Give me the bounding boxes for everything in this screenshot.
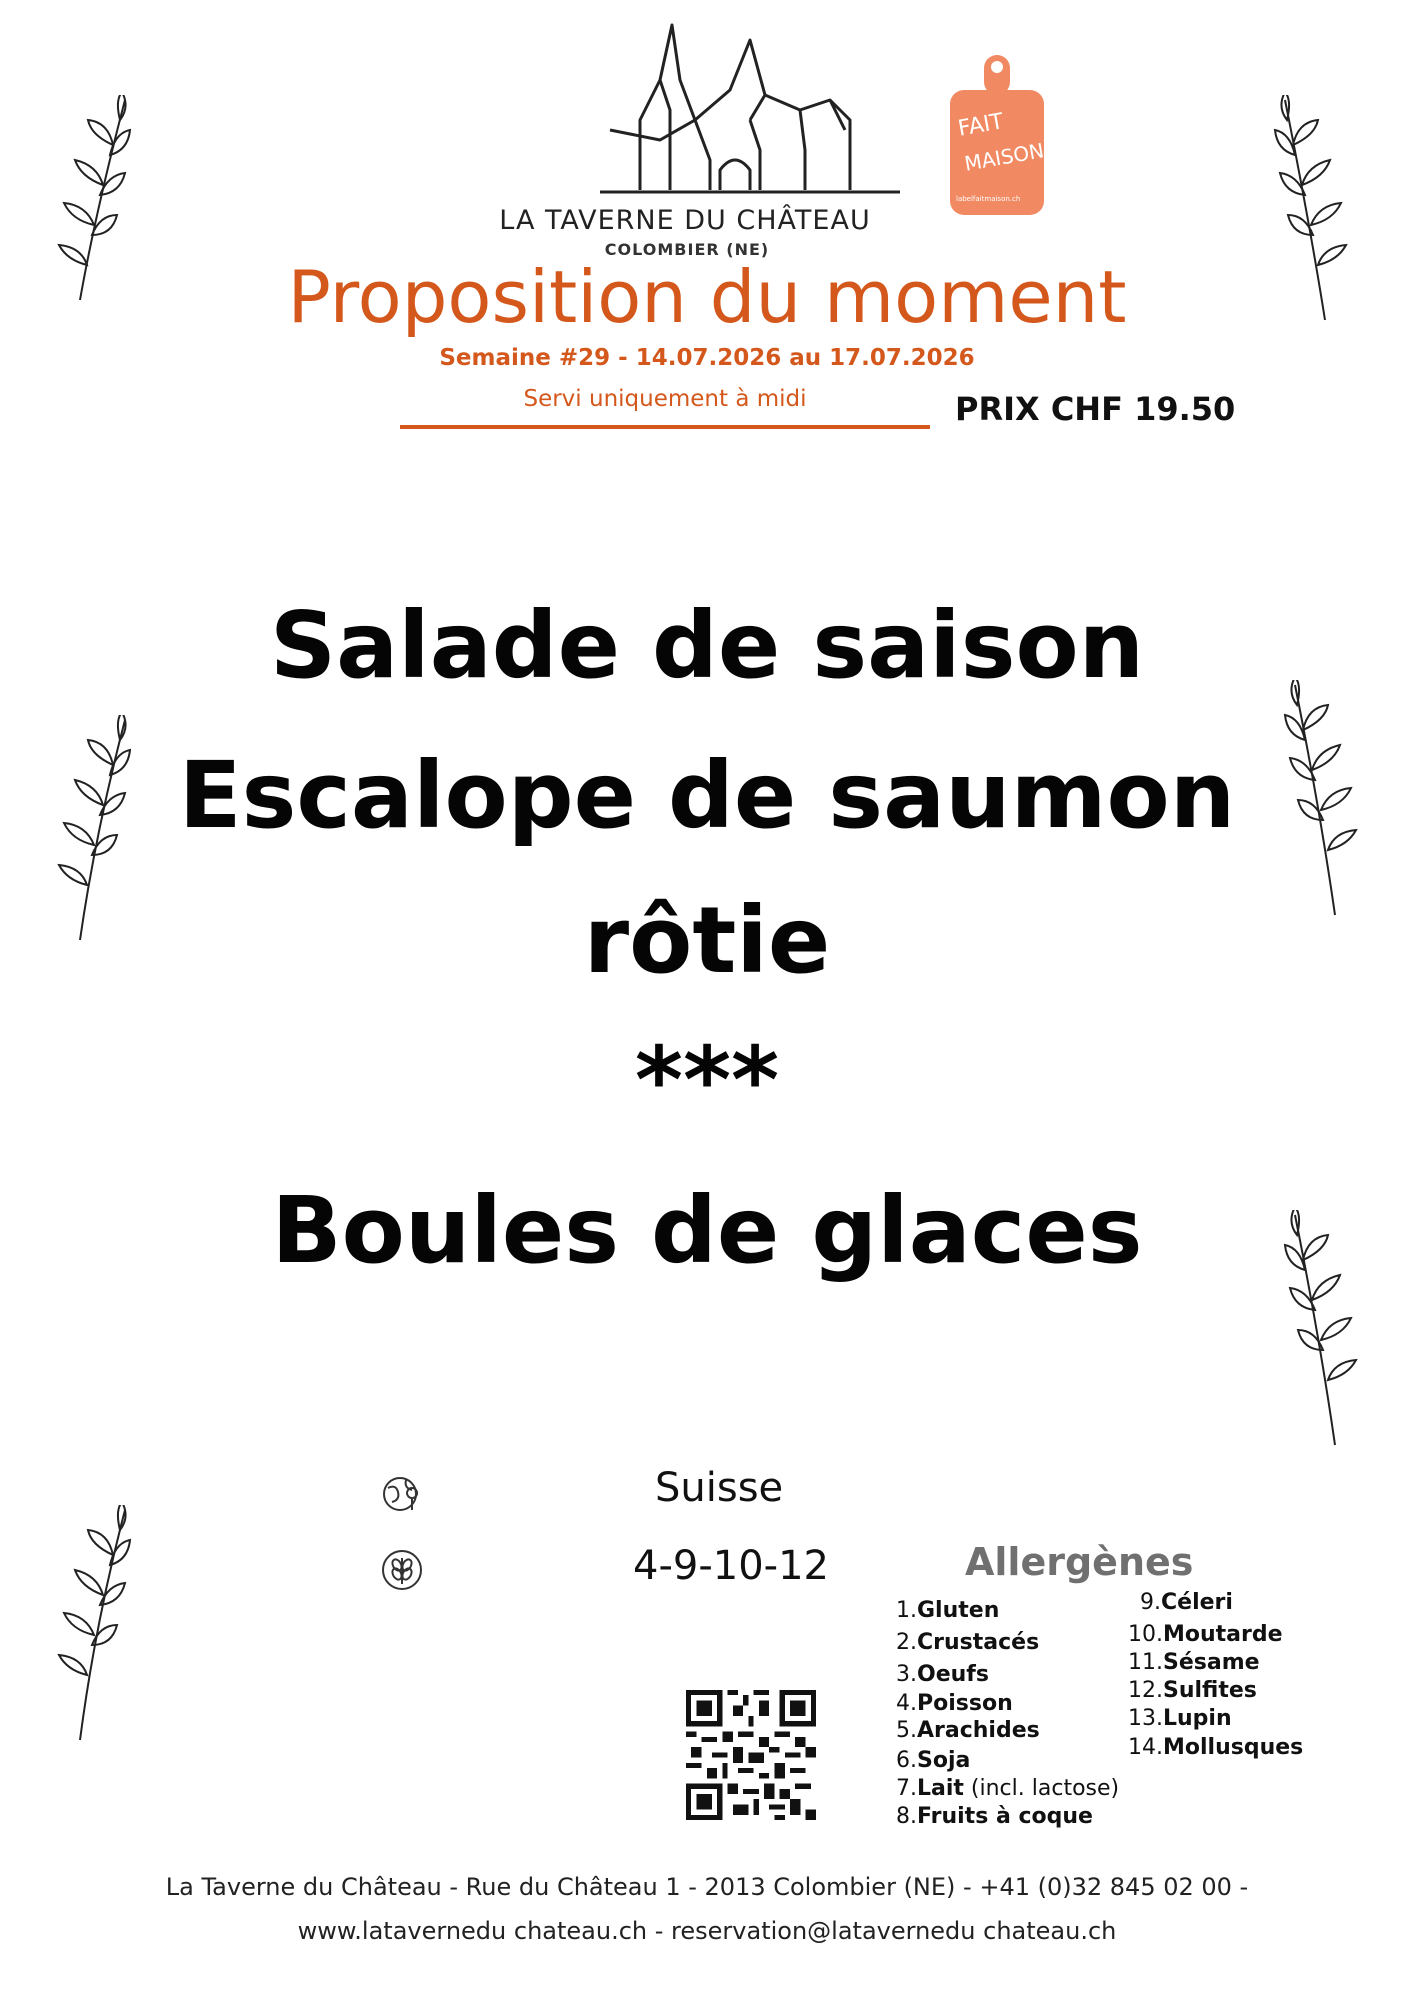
allergen-item: 14.Mollusques xyxy=(1128,1735,1304,1760)
allergen-item: 6.Soja xyxy=(896,1748,971,1773)
orange-divider xyxy=(400,425,930,429)
allergen-item: 5.Arachides xyxy=(896,1718,1040,1743)
badge-line1: FAIT xyxy=(956,109,1006,142)
served-label: Servi uniquement à midi xyxy=(523,386,807,412)
allergen-item: 4.Poisson xyxy=(896,1691,1013,1716)
dish-separator: *** xyxy=(634,1027,780,1134)
footer-address: La Taverne du Château - Rue du Château 1 - 2013 Colombier (NE) - +41 (0)32 845 02 00 - xyxy=(165,1873,1249,1901)
laurel-branch-icon xyxy=(50,95,140,305)
dish-line-3: rôtie xyxy=(583,887,831,994)
dish-line-2: Escalope de saumon xyxy=(178,742,1236,849)
laurel-branch-icon xyxy=(1275,680,1365,920)
qr-code[interactable] xyxy=(686,1690,816,1820)
laurel-branch-icon xyxy=(1265,95,1355,325)
allergen-codes: 4-9-10-12 xyxy=(633,1543,829,1589)
laurel-branch-icon xyxy=(1275,1210,1365,1450)
allergens-heading: Allergènes xyxy=(965,1540,1194,1584)
allergen-item: 12.Sulfites xyxy=(1128,1678,1257,1703)
allergen-item: 10.Moutarde xyxy=(1128,1622,1283,1647)
dish-line-5: Boules de glaces xyxy=(271,1177,1143,1284)
laurel-branch-icon xyxy=(50,715,140,945)
allergen-item: 11.Sésame xyxy=(1128,1650,1260,1675)
allergen-item: 1.Gluten xyxy=(896,1598,1000,1623)
price-label: PRIX CHF 19.50 xyxy=(955,390,1236,428)
restaurant-location: COLOMBIER (NE) xyxy=(604,240,770,259)
allergen-item: 9.Céleri xyxy=(1140,1590,1233,1615)
week-label: Semaine #29 - 14.07.2026 au 17.07.2026 xyxy=(439,345,975,371)
castle-logo-icon xyxy=(600,20,900,200)
restaurant-name: LA TAVERNE DU CHÂTEAU xyxy=(499,205,871,236)
allergen-item: 8.Fruits à coque xyxy=(896,1804,1093,1829)
badge-line2: MAISON xyxy=(962,138,1046,176)
globe-location-icon xyxy=(382,1474,422,1514)
allergen-item: 13.Lupin xyxy=(1128,1706,1232,1731)
allergen-item: 7.Lait (incl. lactose) xyxy=(896,1776,1120,1801)
allergen-item: 2.Crustacés xyxy=(896,1630,1040,1655)
origin-value: Suisse xyxy=(655,1465,784,1511)
laurel-branch-icon xyxy=(50,1505,140,1745)
footer-contact[interactable]: www.latavernedu chateau.ch - reservation@latavernedu chateau.ch xyxy=(297,1917,1117,1945)
allergen-item: 3.Oeufs xyxy=(896,1662,989,1687)
menu-title: Proposition du moment xyxy=(287,255,1127,339)
badge-url: labelfaitmaison.ch xyxy=(956,195,1021,203)
wheat-icon xyxy=(380,1548,424,1592)
fait-maison-badge xyxy=(950,55,1044,215)
dish-line-1: Salade de saison xyxy=(269,592,1145,699)
